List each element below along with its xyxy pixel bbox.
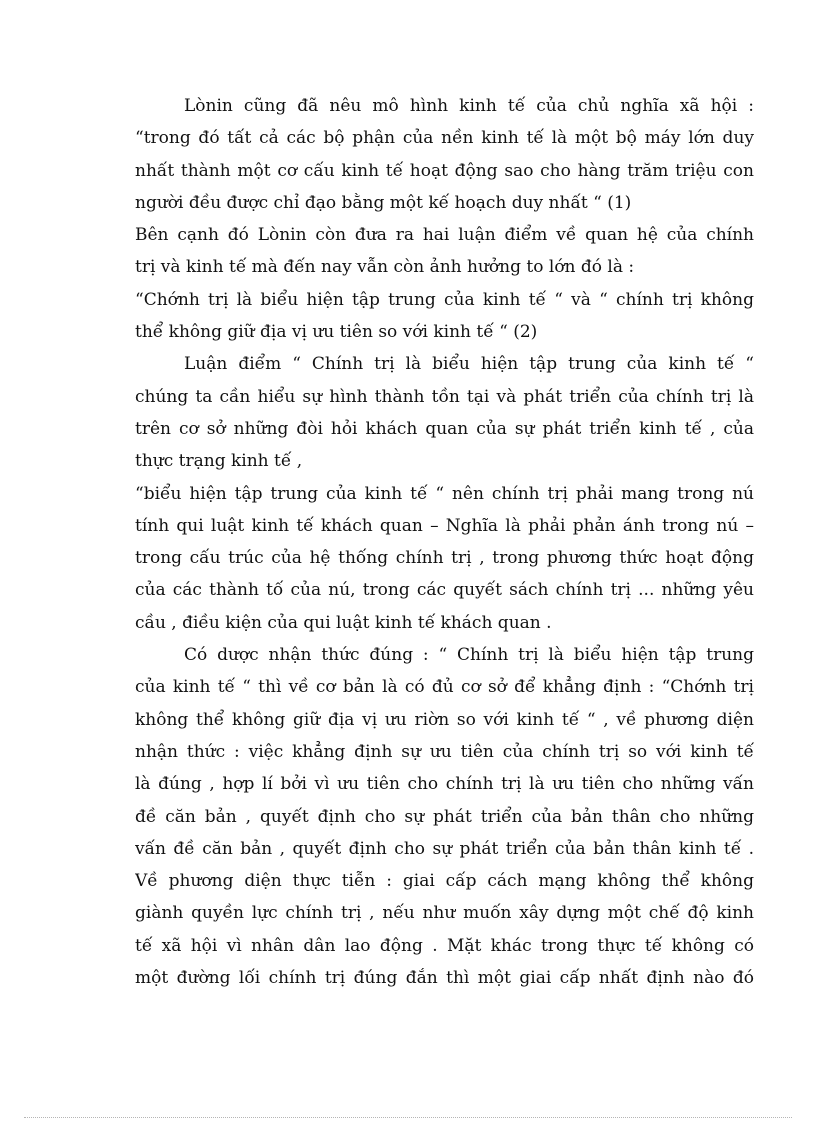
text-line: trị và kinh tế mà đến nay vẫn còn ảnh hưởng to lớn đó là :	[135, 257, 635, 278]
text-line: giành quyền lực chính trị , nếu như muốn xây dựng một chế độ kinh	[135, 903, 754, 924]
text-line: tính qui luật kinh tế khách quan – Nghĩa là phải phản ánh trong nú –	[135, 515, 754, 536]
text-line: “biểu hiện tập trung của kinh tế “ nên chính trị phải mang trong nú	[135, 483, 754, 504]
text-line: người đều được chỉ đạo bằng một kế hoạch duy nhất “ (1)	[135, 192, 632, 213]
text-line: Bên cạnh đó Lònin còn đưa ra hai luận điểm về quan hệ của chính	[135, 225, 754, 246]
text-line: một đường lối chính trị đúng đắn thì một giai cấp nhất định nào đó	[135, 968, 754, 989]
text-line: không thể không giữ địa vị ưu riờn so với kinh tế “ , về phương diện	[135, 709, 754, 730]
document-body	[135, 90, 754, 994]
page-bottom-divider	[24, 1117, 792, 1118]
text-line: “Chớnh trị là biểu hiện tập trung của kinh tế “ và “ chính trị không	[135, 289, 754, 310]
text-line: nhất thành một cơ cấu kinh tế hoạt động sao cho hàng trăm triệu con	[135, 160, 754, 181]
text-line: của kinh tế “ thì về cơ bản là có đủ cơ sở để khẳng định : “Chớnh trị	[135, 677, 754, 698]
text-line: trong cấu trúc của hệ thống chính trị , trong phương thức hoạt động	[135, 548, 754, 569]
text-line: Luận điểm “ Chính trị là biểu hiện tập trung của kinh tế “	[184, 354, 754, 375]
text-line: cầu , điều kiện của qui luật kinh tế khách quan .	[135, 612, 552, 633]
text-line: Về phương diện thực tiễn : giai cấp cách mạng không thể không	[135, 871, 754, 892]
text-line: Có dược nhận thức đúng : “ Chính trị là biểu hiện tập trung	[184, 645, 754, 666]
text-line: chúng ta cần hiểu sự hình thành tồn tại và phát triển của chính trị là	[135, 386, 754, 407]
text-line: Lònin cũng đã nêu mô hình kinh tế của chủ nghĩa xã hội :	[184, 96, 754, 116]
text-line: trên cơ sở những đòi hỏi khách quan của sự phát triển kinh tế , của	[135, 418, 754, 439]
text-line: của các thành tố của nú, trong các quyết sách chính trị ... những yêu	[135, 580, 754, 601]
text-line: đề căn bản , quyết định cho sự phát triển của bản thân cho những	[135, 806, 754, 827]
text-line: thể không giữ địa vị ưu tiên so với kinh tế “ (2)	[135, 322, 538, 343]
text-line: là đúng , hợp lí bởi vì ưu tiên cho chính trị là ưu tiên cho những vấn	[135, 774, 754, 795]
text-line: vấn đề căn bản , quyết định cho sự phát triển của bản thân kinh tế .	[135, 838, 754, 859]
text-line: nhận thức : việc khẳng định sự ưu tiên của chính trị so với kinh tế	[135, 741, 754, 762]
text-line: thực trạng kinh tế ,	[135, 451, 303, 472]
text-line: “trong đó tất cả các bộ phận của nền kinh tế là một bộ máy lớn duy	[135, 128, 754, 149]
text-line: tế xã hội vì nhân dân lao động . Mặt khác trong thực tế không có	[135, 935, 754, 956]
